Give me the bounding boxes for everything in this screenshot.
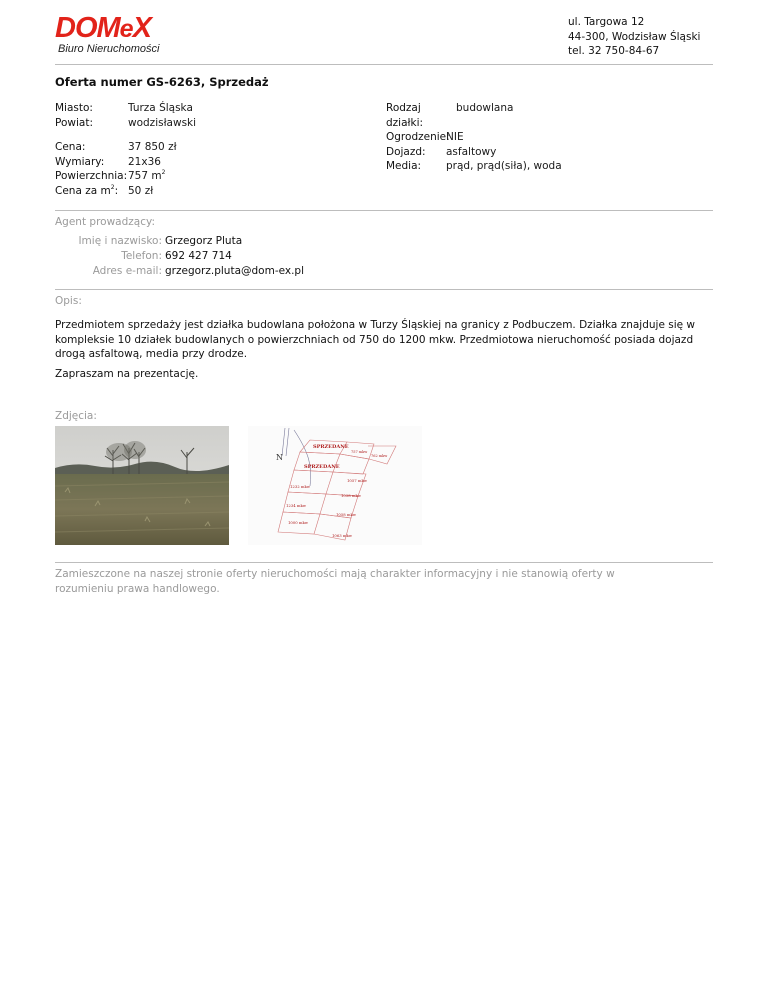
photo-plot-map[interactable]	[248, 426, 422, 545]
agent-phone-row	[55, 249, 304, 264]
detail-row-utilities	[386, 159, 562, 174]
detail-row-city	[55, 101, 196, 116]
logo-wordmark	[55, 14, 185, 43]
logo-text-e: e	[119, 15, 133, 43]
detail-value: NIE	[446, 131, 464, 143]
detail-row-fence	[386, 130, 562, 145]
agent-name-label: Imię i nazwisko:	[78, 235, 162, 247]
detail-label: Cena:	[55, 141, 86, 153]
photos-section-label: Zdjęcia:	[55, 410, 97, 422]
divider	[55, 64, 713, 65]
detail-row-access	[386, 145, 562, 160]
detail-label: Media:	[386, 160, 422, 172]
detail-label: Ogrodzenie:	[386, 131, 450, 143]
agent-email-label: Adres e-mail:	[92, 265, 162, 277]
map-label: SPRZEDANE	[313, 444, 349, 450]
logo-text-x: X	[132, 12, 151, 44]
detail-value: 50 zł	[128, 184, 154, 197]
detail-value: 21x36	[128, 155, 161, 168]
agent-name-row	[55, 234, 304, 249]
agent-email: grzegorz.pluta@dom-ex.pl	[165, 265, 305, 277]
divider	[55, 210, 713, 211]
agent-name: Grzegorz Pluta	[165, 235, 243, 247]
map-label: 1058 mkw	[341, 493, 362, 498]
detail-row-price-per-m2	[55, 184, 196, 199]
logo-subtitle: Biuro Nieruchomości	[58, 43, 160, 55]
map-label: SPRZEDANE	[304, 464, 340, 470]
detail-label: Miasto:	[55, 102, 93, 114]
detail-value: budowlana	[456, 102, 514, 114]
area-unit-exponent: 2	[161, 169, 166, 176]
detail-value: asfaltowy	[446, 145, 497, 158]
detail-row-county	[55, 116, 196, 131]
divider	[55, 562, 713, 563]
detail-label: Wymiary:	[55, 155, 105, 168]
map-label: 1232 mkw	[290, 484, 311, 489]
logo-text-dom: DOM	[55, 12, 120, 44]
detail-label: Powiat:	[55, 116, 93, 129]
map-label: 1058 mkw	[336, 512, 357, 517]
map-label: 762 mkw	[371, 454, 388, 458]
plot-map-image	[248, 426, 422, 545]
map-label: 1063 mkw	[332, 533, 353, 538]
description-section-label: Opis:	[55, 295, 82, 307]
detail-label	[55, 184, 128, 199]
company-address	[568, 15, 700, 59]
agent-email-row	[55, 264, 304, 279]
detail-label: Rodzaj działki:	[386, 102, 424, 129]
price-per-m2-colon: :	[114, 184, 119, 197]
detail-row-plot-type	[386, 101, 562, 130]
field-photo-image	[55, 426, 229, 545]
detail-value: prąd, prąd(siła), woda	[446, 160, 562, 172]
agent-section-label: Agent prowadzący:	[55, 216, 155, 228]
address-city: 44-300, Wodzisław Śląski	[568, 30, 701, 43]
details-left	[55, 101, 196, 198]
price-per-m2-exponent: 2	[110, 183, 115, 191]
detail-value	[128, 169, 165, 184]
agent-phone-label: Telefon:	[121, 250, 162, 262]
north-arrow: N	[276, 453, 283, 462]
address-street: ul. Targowa 12	[568, 16, 645, 28]
divider	[55, 289, 713, 290]
offer-title: Oferta numer GS-6263, Sprzedaż	[55, 75, 269, 89]
description-text: Przedmiotem sprzedaży jest działka budowlana położona w Turzy Śląskiej na granicy z Podbuczem. Działka znajduje się w kompleksie 10 działek budowlanych o powierzchniach od 750 do 1200 mkw. Przedmiotowa nieruchomość posiada dojazd drogą asfaltową, media przy drodze.	[55, 319, 696, 360]
description-invite: Zapraszam na prezentację.	[55, 368, 199, 380]
price-per-m2-label: Cena za m	[55, 184, 111, 197]
detail-value: Turza Śląska	[128, 102, 193, 114]
map-label: 1234 mkw	[286, 503, 307, 508]
detail-label: Dojazd:	[386, 145, 426, 158]
detail-row-area	[55, 169, 196, 184]
photo-field[interactable]	[55, 426, 229, 545]
legal-disclaimer: Zamieszczone na naszej stronie oferty nieruchomości mają charakter informacyjny i nie stanowią oferty w rozumieniu prawa handlowego.	[55, 568, 615, 595]
detail-row-dimensions	[55, 155, 196, 170]
details-right	[386, 101, 562, 174]
agent-info	[55, 234, 304, 279]
detail-value: wodzisławski	[128, 116, 197, 129]
detail-value: 37 850 zł	[128, 141, 177, 153]
map-label: 757 mkw	[351, 450, 368, 454]
company-logo	[55, 14, 185, 55]
address-phone: tel. 32 750-84-67	[568, 45, 660, 57]
agent-phone: 692 427 714	[165, 250, 232, 262]
detail-row-price	[55, 140, 196, 155]
detail-label: Powierzchnia:	[55, 170, 128, 182]
area-value: 757 m	[128, 170, 162, 182]
map-label: 1000 mkw	[288, 520, 309, 525]
map-label: 1057 mkw	[347, 478, 368, 483]
